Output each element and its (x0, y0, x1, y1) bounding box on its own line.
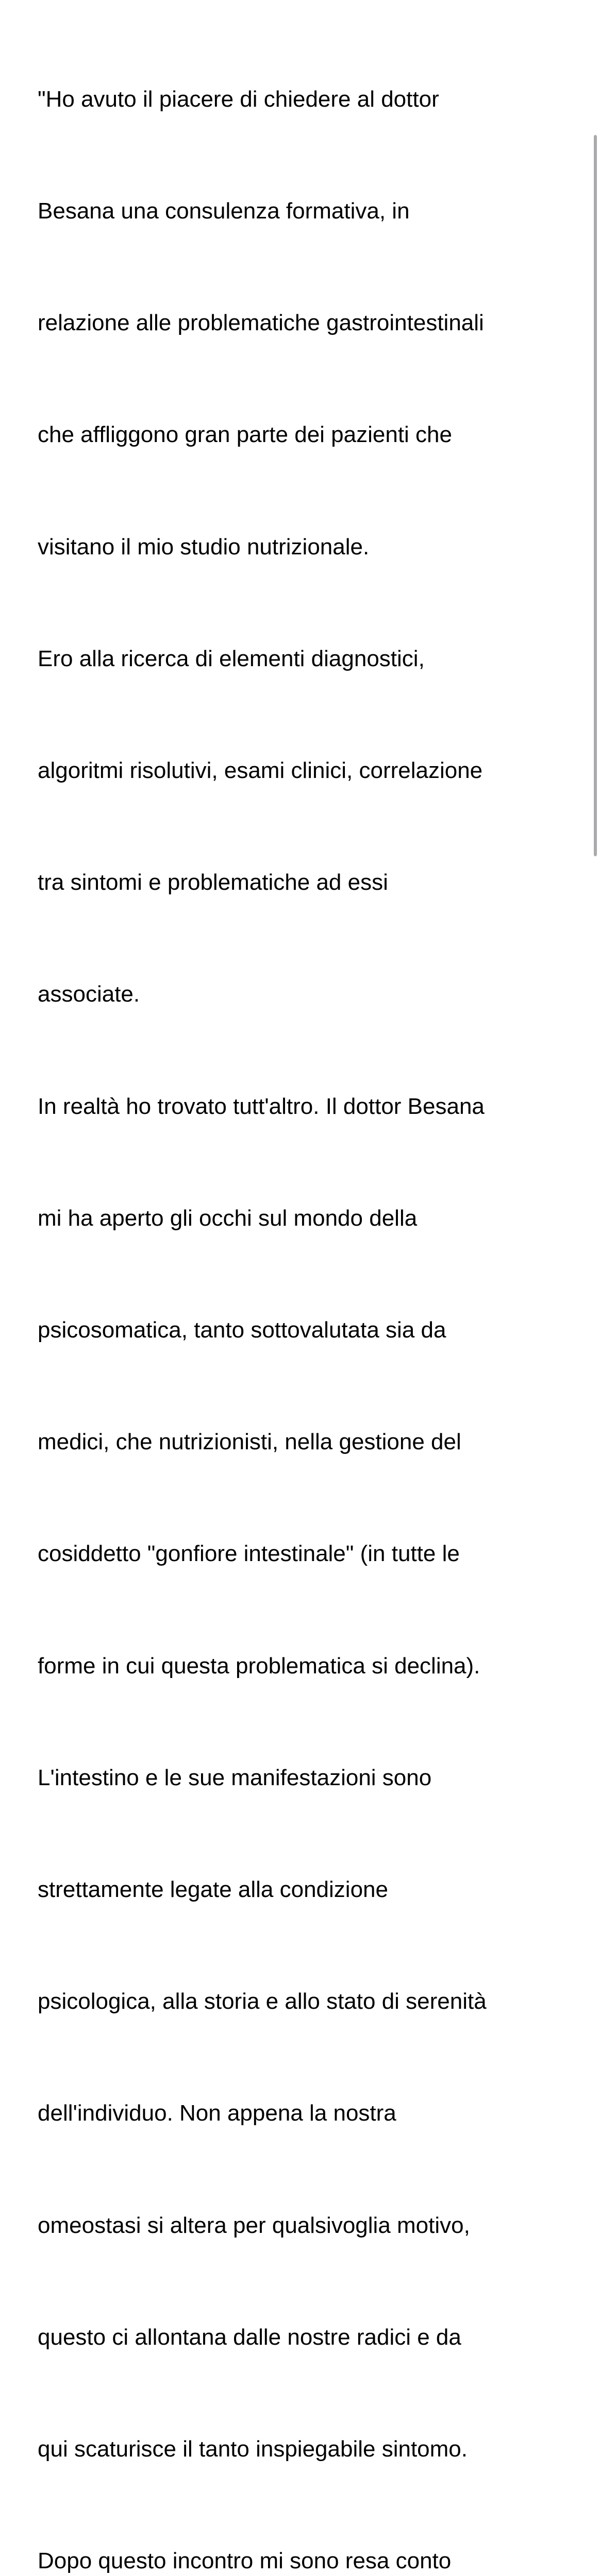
text-line: forme in cui questa problematica si declina). (38, 1653, 480, 1679)
text-line: associate. (38, 981, 140, 1007)
text-line: Dopo questo incontro mi sono resa conto (38, 2548, 452, 2574)
testimonial-text (38, 6, 584, 2576)
text-line: qui scaturisce il tanto inspiegabile sintomo. (38, 2436, 468, 2462)
text-line: omeostasi si altera per qualsivoglia motivo, (38, 2212, 470, 2238)
text-line: medici, che nutrizionisti, nella gestione del (38, 1429, 461, 1455)
text-line: relazione alle problematiche gastrointestinali (38, 310, 484, 336)
text-line: psicosomatica, tanto sottovalutata sia da (38, 1317, 446, 1343)
text-line: tra sintomi e problematiche ad essi (38, 870, 388, 895)
text-line: questo ci allontana dalle nostre radici e da (38, 2324, 461, 2350)
text-line: cosiddetto "gonfiore intestinale" (in tutte le (38, 1541, 460, 1567)
text-line: L'intestino e le sue manifestazioni sono (38, 1765, 432, 1790)
text-line: In realtà ho trovato tutt'altro. Il dottor Besana (38, 1093, 485, 1119)
vertical-scrollbar[interactable] (594, 135, 597, 856)
text-line: strettamente legate alla condizione (38, 1877, 388, 1903)
text-line: "Ho avuto il piacere di chiedere al dottor (38, 86, 439, 112)
text-line: che affliggono gran parte dei pazienti che (38, 422, 452, 448)
text-line: psicologica, alla storia e allo stato di serenità (38, 1989, 487, 2014)
text-line: Ero alla ricerca di elementi diagnostici, (38, 646, 425, 671)
text-line: Besana una consulenza formativa, in (38, 198, 410, 224)
text-line: mi ha aperto gli occhi sul mondo della (38, 1205, 418, 1231)
text-line: algoritmi risolutivi, esami clinici, correlazione (38, 758, 483, 784)
text-line: dell'individuo. Non appena la nostra (38, 2100, 396, 2126)
text-line: visitano il mio studio nutrizionale. (38, 534, 370, 560)
